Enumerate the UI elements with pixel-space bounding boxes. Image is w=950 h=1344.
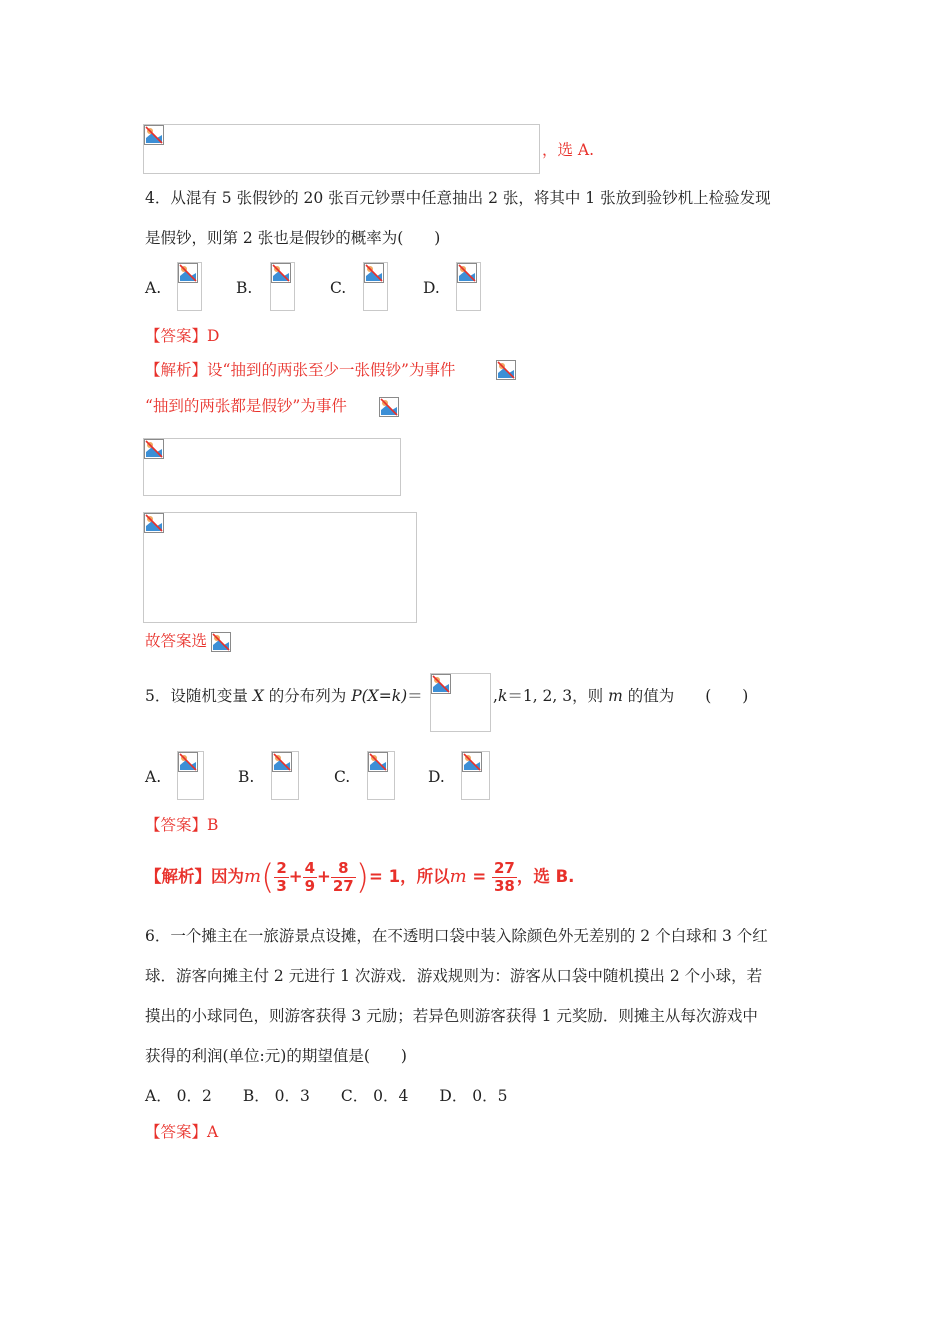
q5-option-a-image (177, 751, 204, 800)
analysis-text: = 1，所以 (369, 867, 450, 886)
broken-image-icon (272, 752, 292, 772)
q6-options: A． 0．2 B． 0．3 C． 0．4 D． 0．5 (145, 1087, 508, 1105)
broken-image-icon (496, 360, 516, 380)
q6-stem-line3: 摸出的小球同色，则游客获得 3 元励；若异色则游客获得 1 元奖励．则摊主从每次游戏中 (145, 1007, 758, 1025)
variable-k: k (497, 687, 508, 705)
q4-stem-line1: 4．从混有 5 张假钞的 20 张百元钞票中任意抽出 2 张，将其中 1 张放到验钞机上检验发现 (145, 189, 771, 207)
q6-stem-line2: 球．游客向摊主付 2 元进行 1 次游戏．游戏规则为：游客从口袋中随机摸出 2 个小球，若 (145, 967, 763, 985)
numerator: 27 (493, 859, 515, 877)
q5-text: 的值为 ( ) (622, 687, 749, 705)
fraction (274, 860, 288, 895)
right-paren: ) (355, 857, 370, 898)
broken-image-icon (211, 632, 231, 652)
q4-option-d-label: D. (423, 279, 440, 297)
analysis-text: 因为 (211, 867, 244, 886)
broken-image-icon (379, 397, 399, 417)
q4-answer: 【答案】D (145, 327, 220, 345)
fraction (331, 860, 356, 895)
q6-stem-line1: 6．一个摊主在一旅游景点设摊，在不透明口袋中装入除颜色外无差别的 2 个白球和 3 个红 (145, 927, 768, 945)
analysis-tag: 【解析】 (145, 361, 208, 379)
fraction (492, 860, 517, 895)
broken-image-icon (144, 513, 164, 533)
q5-option-d-image (461, 751, 490, 800)
broken-image-icon (364, 263, 384, 283)
q6-answer: 【答案】A (145, 1123, 219, 1141)
equals-sign: ＝ (407, 687, 423, 705)
broken-image-icon (368, 752, 388, 772)
q5-analysis (145, 853, 574, 902)
analysis-text: ，选 B. (516, 867, 575, 886)
variable-m: m (244, 866, 262, 887)
q5-text: 5．设随机变量 (145, 687, 253, 705)
equals-sign: = (466, 867, 492, 886)
broken-image-icon (144, 125, 164, 145)
q5-text: ＝1, 2, 3，则 (507, 687, 609, 705)
q4-analysis-line2: “抽到的两张都是假钞”为事件 (145, 397, 347, 415)
denominator: 9 (304, 877, 316, 895)
q4-option-b-label: B. (236, 279, 253, 297)
plus-sign: + (317, 867, 331, 886)
q5-stem-part1 (145, 686, 423, 706)
formula-image-placeholder (143, 438, 401, 496)
analysis-tag: 【解析】 (145, 867, 211, 886)
q4-option-b-image (270, 262, 295, 311)
q5-option-a-label: A. (145, 768, 162, 786)
q5-answer: 【答案】B (145, 816, 219, 834)
numerator: 4 (304, 859, 316, 877)
plus-sign: + (288, 867, 303, 886)
broken-image-icon (144, 439, 164, 459)
numerator: 2 (276, 859, 287, 877)
denominator: 3 (276, 877, 287, 895)
formula-image-placeholder (143, 512, 417, 623)
q4-option-a-image (177, 262, 202, 311)
q5-text: , (493, 687, 498, 705)
q4-stem-line2: 是假钞，则第 2 张也是假钞的概率为( ) (145, 229, 441, 247)
q5-stem-part2 (493, 686, 748, 706)
q5-option-c-image (367, 751, 395, 800)
variable-m: m (449, 866, 467, 887)
q5-option-b-label: B. (238, 768, 255, 786)
broken-image-icon (431, 674, 451, 694)
broken-image-icon (178, 752, 198, 772)
broken-image-icon (178, 263, 198, 283)
q4-conclusion: 故答案选 (145, 632, 208, 650)
q4-option-d-image (456, 262, 481, 311)
q5-option-d-label: D. (428, 768, 445, 786)
left-paren: ( (261, 857, 275, 898)
q6-stem-line4: 获得的利润(单位:元)的期望值是( ) (145, 1047, 407, 1065)
q5-text: 的分布列为 (263, 687, 352, 705)
broken-image-icon (462, 752, 482, 772)
q4-option-c-label: C. (330, 279, 347, 297)
variable-x: X (252, 687, 264, 705)
q5-option-c-label: C. (334, 768, 351, 786)
denominator: 38 (493, 877, 515, 895)
numerator: 8 (331, 860, 356, 878)
q5-option-b-image (271, 751, 299, 800)
q4-analysis-line1 (145, 360, 455, 380)
q3-answer-tail: ，选 A. (542, 141, 595, 159)
probability-expression: P(X=k) (351, 687, 408, 705)
q4-option-a-label: A. (145, 279, 162, 297)
analysis-text: 设“抽到的两张至少一张假钞”为事件 (207, 361, 456, 379)
q5-distribution-image (430, 673, 491, 732)
formula-image-placeholder (143, 124, 540, 174)
fraction (303, 860, 317, 895)
variable-m: m (608, 687, 623, 705)
denominator: 27 (332, 877, 354, 895)
broken-image-icon (271, 263, 291, 283)
q4-option-c-image (363, 262, 388, 311)
broken-image-icon (457, 263, 477, 283)
